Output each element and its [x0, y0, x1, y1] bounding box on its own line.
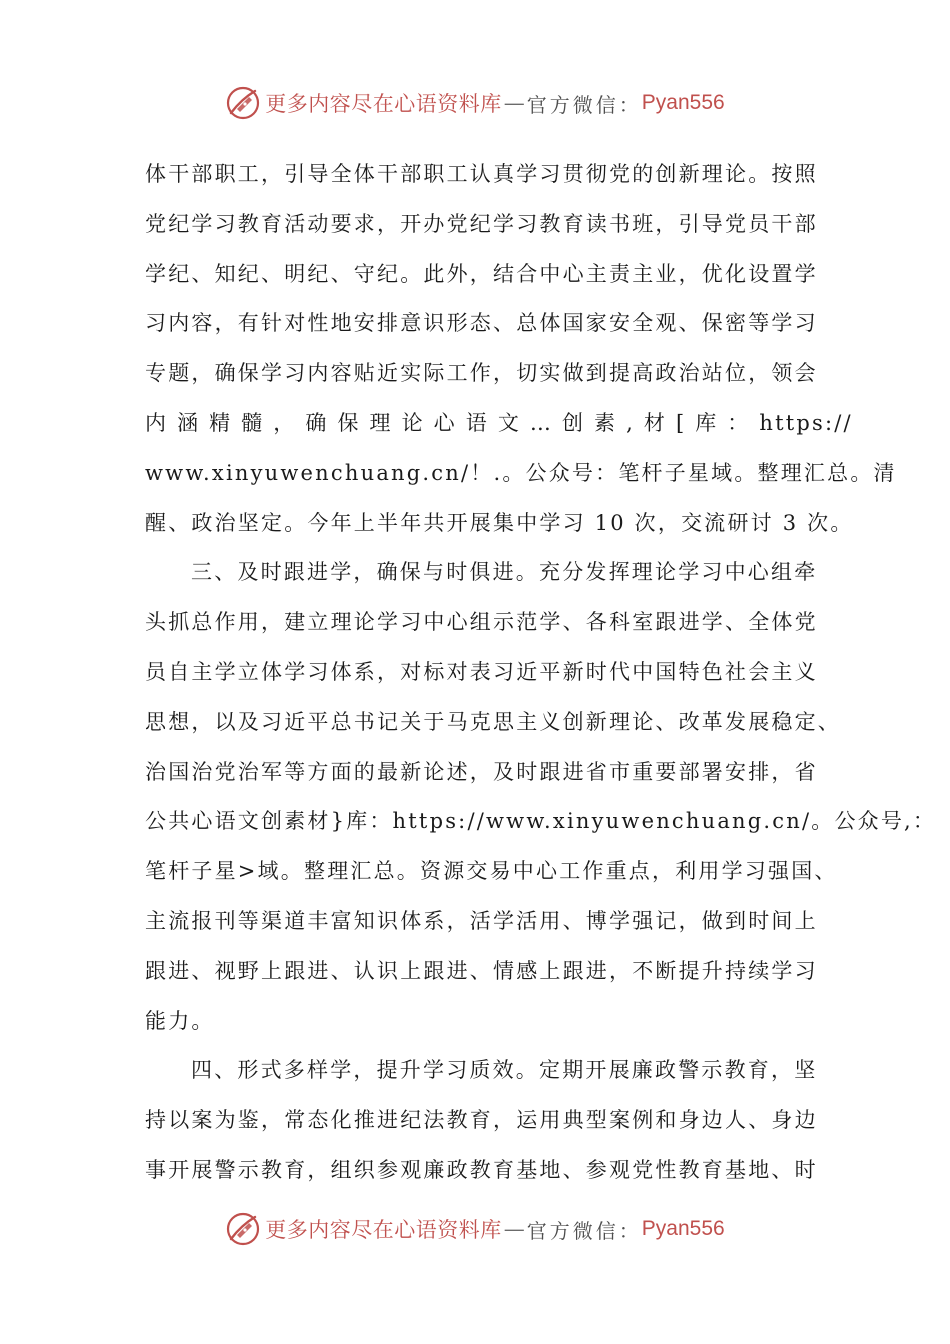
text-line: 笔杆子星>域。整理汇总。资源交易中心工作重点，利用学习强国、	[145, 859, 838, 884]
text-line: 醒、政治坚定。今年上半年共开展集中学习 10 次，交流研讨 3 次。	[145, 510, 854, 535]
text-line: 跟进、视野上跟进、认识上跟进、情感上跟进，不断提升持续学习	[145, 958, 818, 983]
brand-text: 更多内容尽在心语资料库	[265, 92, 502, 116]
pen-nib-logo-icon	[225, 1211, 261, 1247]
text-line: 专题，确保学习内容贴近实际工作，切实做到提高政治站位，领会	[145, 361, 818, 386]
text-line: 三、及时跟进学，确保与时俱进。充分发挥理论学习中心组牵	[191, 560, 818, 585]
banner-separator: —	[503, 1217, 525, 1241]
text-line: 四、形式多样学，提升学习质效。定期开展廉政警示教育，坚	[191, 1058, 818, 1083]
text-line: 习内容，有针对性地安排意识形态、总体国家安全观、保密等学习	[145, 311, 818, 336]
paragraph-2	[145, 548, 937, 1046]
text-line: 公共心语文创素材}库：https://www.xinyuwenchuang.cn/。公众号,：	[145, 809, 937, 834]
text-line: www.xinyuwenchuang.cn/！.。公众号：笔杆子星域。整理汇总。清	[145, 460, 897, 485]
footer-banner	[0, 1209, 950, 1249]
text-line: 学纪、知纪、明纪、守纪。此外，结合中心主责主业，优化设置学	[145, 261, 818, 286]
banner-separator: —	[503, 91, 525, 115]
text-line: 员自主学立体学习体系，对标对表习近平新时代中国特色社会主义	[145, 659, 818, 684]
official-account-label: 官方微信：	[526, 1218, 642, 1243]
text-line: 内 涵 精 髓 ， 确 保 理 论 心 语 文 … 创 素 , 材 [ 库 ： https://	[145, 410, 853, 435]
paragraph-3	[145, 1046, 818, 1195]
text-line: 治国治党治军等方面的最新论述，及时跟进省市重要部署安排，省	[145, 759, 818, 784]
text-line: 体干部职工，引导全体干部职工认真学习贯彻党的创新理论。按照	[145, 162, 818, 186]
text-line: 头抓总作用，建立理论学习中心组示范学、各科室跟进学、全体党	[145, 610, 818, 635]
text-line: 能力。	[145, 1008, 215, 1033]
text-line: 事开展警示教育，组织参观廉政教育基地、参观党性教育基地、时	[145, 1157, 818, 1182]
wechat-id: Pyan556	[641, 91, 725, 114]
header-banner	[0, 83, 950, 123]
wechat-id: Pyan556	[641, 1217, 725, 1240]
text-line: 思想，以及习近平总书记关于马克思主义创新理论、改革发展稳定、	[145, 709, 841, 734]
paragraph-1	[145, 150, 897, 548]
text-line: 党纪学习教育活动要求，开办党纪学习教育读书班，引导党员干部	[145, 211, 818, 236]
brand-text: 更多内容尽在心语资料库	[265, 1218, 502, 1242]
text-line: 主流报刊等渠道丰富知识体系，活学活用、博学强记，做到时间上	[145, 908, 818, 933]
document-body	[145, 150, 937, 1196]
text-line: 持以案为鉴，常态化推进纪法教育，运用典型案例和身边人、身边	[145, 1108, 818, 1133]
official-account-label: 官方微信：	[526, 92, 642, 117]
pen-nib-logo-icon	[225, 85, 261, 121]
